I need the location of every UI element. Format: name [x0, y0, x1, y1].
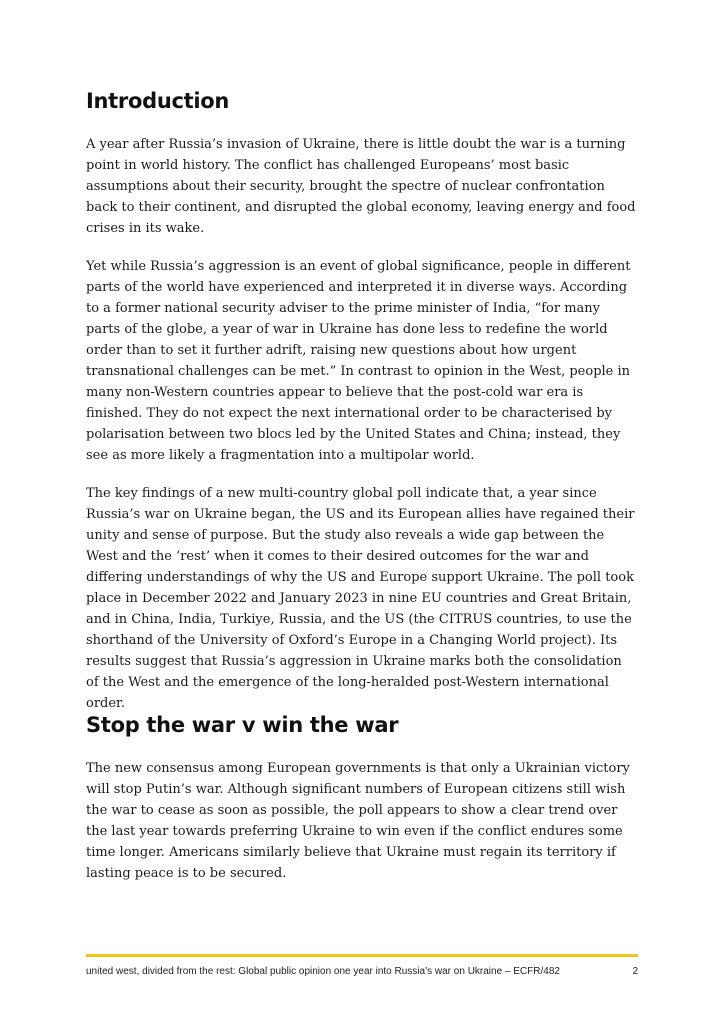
- stop-war-paragraph-1: The new consensus among European governments is that only a Ukrainian victory will stop Putin’s war. Although significant numbers of European citizens still wish the war to cease as soon as possible, the poll appears to show a clear trend over the last year towards preferring Ukraine to win even if the conflict endures some time longer. Americans similarly believe that Ukraine must regain its territory if lasting peace is to be secured.: [86, 761, 630, 881]
- intro-paragraph-2: Yet while Russia’s aggression is an event of global significance, people in different parts of the world have experienced and interpreted it in diverse ways. According to a former national security adviser to the prime minister of India, “for many parts of the globe, a year of war in Ukraine has done less to redefine the world order than to set it further adrift, raising new questions about how urgent transnational challenges can be met.” In contrast to opinion in the West, people in many non-Western countries appear to believe that the post-cold war era is finished. They do not expect the next international order to be characterised by polarisation between two blocs led by the United States and China; instead, they see as more likely a fragmentation into a multipolar world.: [86, 259, 631, 463]
- footer-divider: [86, 954, 638, 957]
- footer-title: united west, divided from the rest: Global public opinion one year into Russia’s war on Ukraine – ECFR/482: [86, 966, 560, 977]
- intro-paragraph-1: A year after Russia’s invasion of Ukraine, there is little doubt the war is a turning point in world history. The conflict has challenged Europeans’ most basic assumptions about their security, brought the spectre of nuclear confrontation back to their continent, and disrupted the global economy, leaving energy and food crises in its wake.: [86, 137, 636, 236]
- page-footer: [86, 966, 638, 977]
- page-number: 2: [632, 966, 638, 977]
- section-heading-introduction: Introduction: [86, 89, 230, 113]
- intro-paragraph-3: The key findings of a new multi-country global poll indicate that, a year since Russia’s war on Ukraine began, the US and its European allies have regained their unity and sense of purpose. But the study also reveals a wide gap between the West and the ‘rest’ when it comes to their desired outcomes for the war and differing understandings of why the US and Europe support Ukraine. The poll took place in December 2022 and January 2023 in nine EU countries and Great Britain, and in China, India, Turkiye, Russia, and the US (the CITRUS countries, to use the shorthand of the University of Oxford’s Europe in a Changing World project). Its results suggest that Russia’s aggression in Ukraine marks both the consolidation of the West and the emergence of the long-heralded post-Western international order.: [86, 486, 635, 711]
- section-heading-stop-the-war: Stop the war v win the war: [86, 713, 399, 737]
